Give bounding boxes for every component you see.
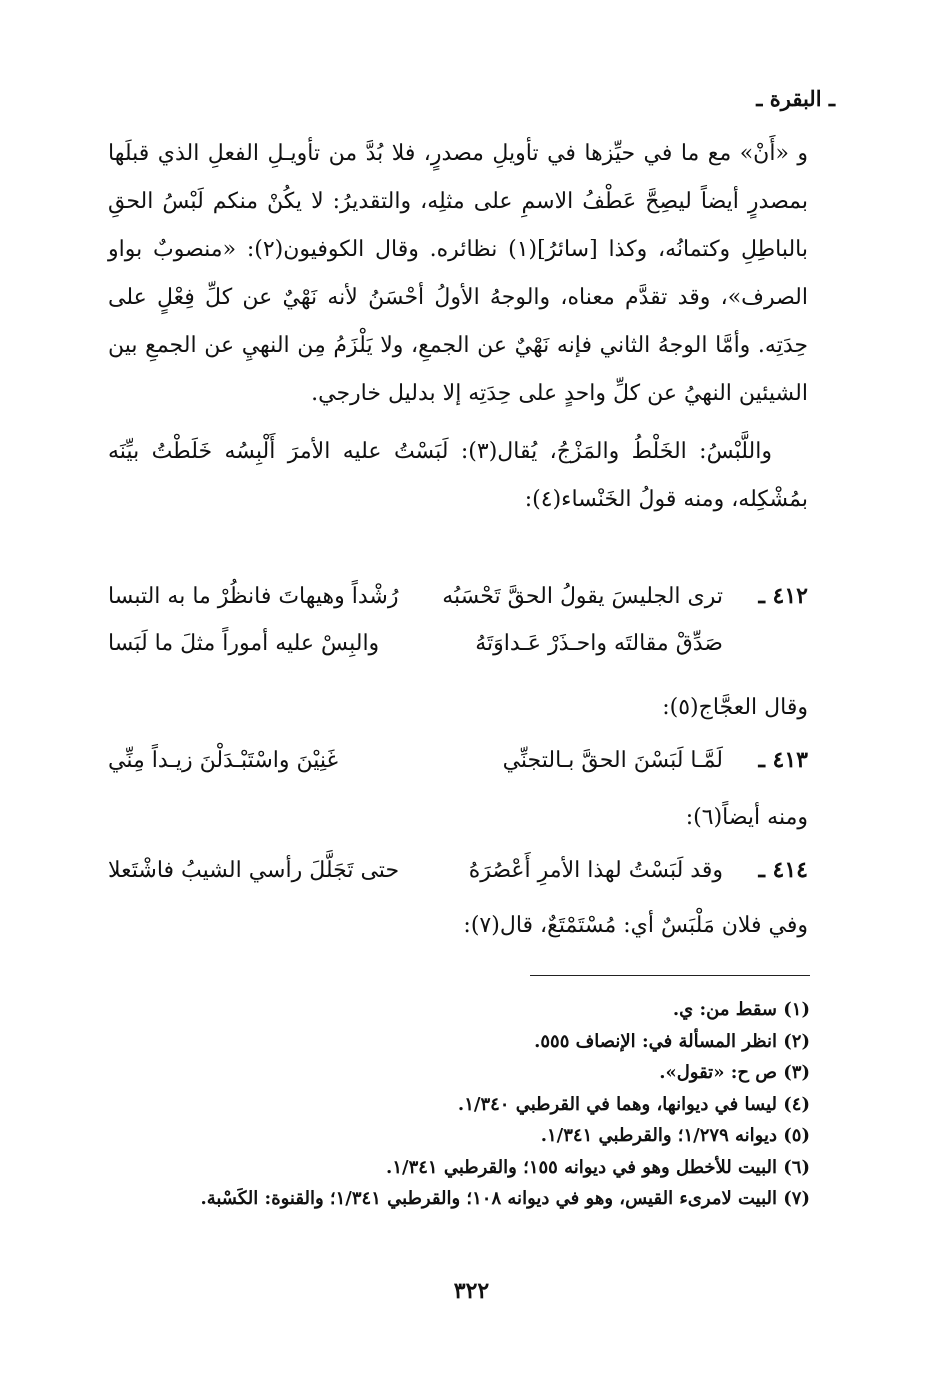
footnote: (٣) ص ح: «تقول». — [659, 1062, 810, 1083]
footnotes — [110, 994, 810, 1215]
second-hemistich: والبِسْ عليه أموراً مثلَ ما لَبَسا — [108, 631, 380, 656]
footnote: (٤) ليسا في ديوانها، وهما في القرطبي ١/٣٤٠. — [457, 1093, 810, 1115]
verse-intro: وفي فلان مَلْبَسٌ أي: مُسْتَمْتَعٌ، قال(٧): — [463, 913, 808, 938]
first-hemistich: صَدِّقْ مقالتَه واحـذَرْ عَـداوَتَهُ — [475, 631, 723, 656]
verse-intro: ومنه أيضاً(٦): — [685, 805, 808, 830]
verse-number: ٤١٣ ـ — [758, 747, 808, 773]
verse-number: ٤١٤ ـ — [758, 857, 808, 883]
footnote: (١) سقط من: ي. — [672, 999, 810, 1020]
paragraph: واللَّبْسُ: الخَلْطُ والمَزْجُ، يُقال(٣): لَبَسْتُ عليه الأمرَ أَلْبِسُه خَلَطْتُ بيِّنَه بمُشْكِله، ومنه قولُ الخَنْساء(٤): — [108, 439, 808, 512]
running-header: ـ البقرة ـ — [756, 86, 835, 111]
verse-group-413 — [108, 680, 808, 784]
second-hemistich: رُشْداً وهيهاتَ فانظُرْ ما به التبسا — [108, 584, 399, 609]
verse-group-412 — [108, 572, 808, 668]
second-hemistich: حتى تَجَلَّلَ رأسي الشيبُ فاشْتَعلا — [108, 858, 400, 883]
verse-intro: وقال العجَّاج(٥): — [662, 695, 808, 720]
footnote-divider — [530, 975, 810, 976]
verse-line — [108, 846, 808, 894]
paragraph: و «أَنْ» مع ما في حيِّزها في تأويلِ مصدرٍ، فلا بُدَّ من تأويـلِ الفعلِ الذي قبلَها بمصدرٍ أيضاً ليصِحَّ عَطْفُ الاسمِ على مثلِه، والتقديرُ: لا يكُنْ منكم لَبْسُ الحقِ بالباطِلِ وكتمانُه، وكذا [سائرُ](١) نظائره. وقال الكوفيون(٢): «منصوبٌ بواو الصرف»، وقد تقدَّم معناه، والوجهُ الأولُ أحْسَنُ لأنه نَهْيٌ عن كلِّ فِعْلٍ على حِدَتِه. وأمَّا الوجهُ الثاني فإنه نَهْيٌ عن الجمعِ، ولا يَلْزَمُ مِن النهيِ عن الجمعِ بين الشيئين النهيُ عن كلِّ واحدٍ على حِدَتِه إلا بدليل خارجي. — [108, 141, 808, 406]
first-hemistich: ترى الجليسَ يقولُ الحقَّ تَحْسَبُه — [442, 584, 723, 609]
closing-intro-block — [108, 898, 808, 954]
footnote: (٦) البيت للأخطل وهو في ديوانه ١٥٥؛ والقرطبي ١/٣٤١. — [386, 1156, 810, 1178]
first-hemistich: لَمَّـا لَبَسْنَ الحقَّ بـالتجنِّي — [502, 748, 723, 773]
page-number: ٣٢٢ — [453, 1278, 490, 1304]
verse-line — [108, 620, 808, 668]
footnote: (٧) البيت لامرىء القيس، وهو في ديوانه ١٠٨؛ والقرطبي ١/٣٤١؛ والقنوة: الكَسْبة. — [200, 1188, 810, 1209]
footnote: (٢) انظر المسألة في: الإنصاف ٥٥٥. — [534, 1030, 810, 1052]
first-hemistich: وقد لَبَسْتُ لهذا الأمرِ أَعْصُرَهُ — [468, 858, 723, 883]
main-text — [108, 130, 808, 524]
verse-line — [108, 572, 808, 620]
footnote: (٥) ديوانه ١/٢٧٩؛ والقرطبي ١/٣٤١. — [540, 1125, 810, 1146]
second-hemistich: غَنِيْنَ واسْتَبْـدَلْنَ زيـداً مِنِّي — [108, 748, 339, 773]
verse-group-414 — [108, 790, 808, 894]
verse-line — [108, 736, 808, 784]
verse-number: ٤١٢ ـ — [758, 583, 808, 609]
